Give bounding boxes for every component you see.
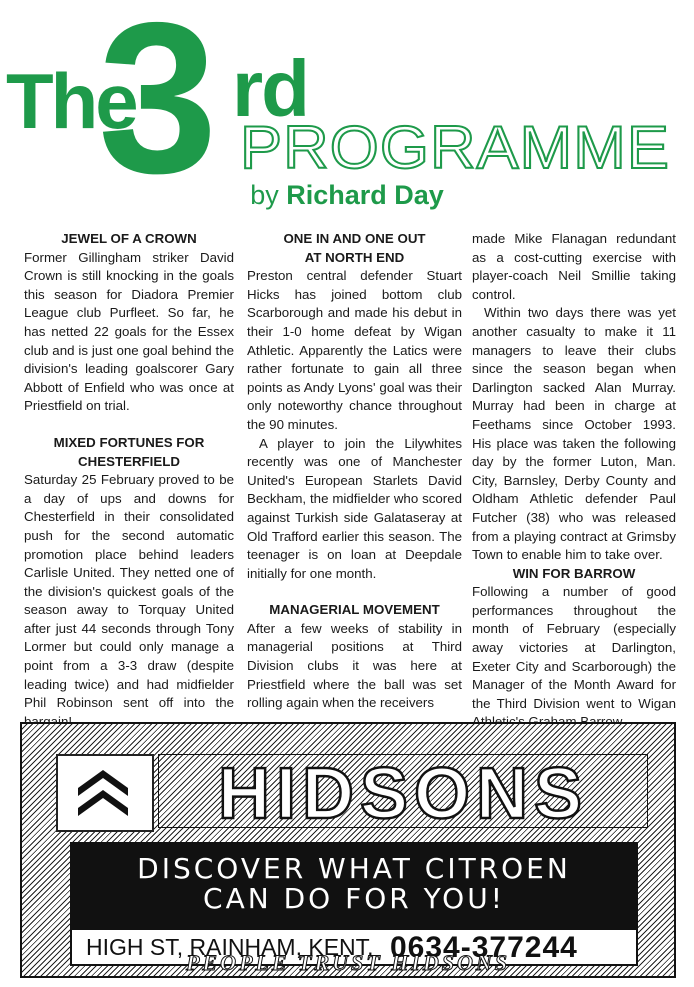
- discover-box: [70, 842, 638, 928]
- paragraph-managerial: After a few weeks of stability in managerial positions at Third Division clubs it was here at Priestfield where the ball was set rolling again when the receivers: [247, 620, 462, 711]
- heading-one-in-one-out-line1: ONE IN AND ONE OUT: [283, 231, 426, 246]
- advert-slogan: PEOPLE TRUST HIDSONS: [185, 950, 511, 975]
- byline: [0, 180, 694, 211]
- heading-mixed-fortunes-line1: MIXED FORTUNES FOR: [53, 434, 205, 450]
- hidsons-brand: HIDSONS: [217, 754, 589, 828]
- masthead-number: 3: [98, 0, 218, 218]
- heading-jewel-of-a-crown: JEWEL OF A CROWN: [61, 231, 197, 246]
- advert-line-1: DISCOVER WHAT CITROEN: [137, 852, 571, 885]
- masthead-the: The: [6, 57, 136, 145]
- masthead-programme: PROGRAMME: [240, 114, 670, 181]
- paragraph-hicks: Preston central defender Stuart Hicks has joined bottom club Scarborough and made his debut in their 1-0 home defeat by Wigan Athletic. Apparently the Latics were rather fortunate to gain all three points as Andy Lyons' goal was their only noteworthy chance throughout the 90 minutes.: [247, 268, 462, 432]
- heading-mixed-fortunes-line2: CHESTERFIELD: [78, 453, 180, 469]
- heading-win-for-barrow: WIN FOR BARROW: [512, 565, 636, 581]
- article-column-2: [247, 230, 462, 713]
- heading-one-in-one-out-line2: AT NORTH END: [304, 249, 405, 265]
- byline-by: by: [250, 180, 279, 210]
- masthead: [0, 0, 694, 230]
- paragraph-barrow: Following a number of good performances throughout the month of February (especially away victories at Darlington, Exeter City and Scarborough) the Manager of the Month Award for the Third Division went to Wigan: [472, 584, 676, 711]
- byline-author: Richard Day: [286, 180, 444, 210]
- hidsons-wordmark: [158, 754, 648, 828]
- heading-managerial-movement: MANAGERIAL MOVEMENT: [269, 602, 440, 618]
- paragraph-flanagan: made Mike Flanagan redundant as a cost-cutting exercise with player-coach Neil Smillie taking control.: [472, 231, 676, 302]
- advert-phone: 0634-377244: [390, 931, 578, 964]
- hidsons-advert: [20, 722, 676, 978]
- masthead-ordinal: rd: [232, 44, 308, 133]
- hidsons-brand-band: [158, 754, 648, 828]
- paragraph-darlington: Within two days there was yet another casualty to make it 11 managers to leave their clubs since the season began when Darlington sacked Alan Murray. Murray had been in charge at Feethams since October 1993. His place was taken the following day by the former Luton, Man. City, Barnsley, Derby County and Oldham Athletic defender Paul Futcher (38) who was released from a playing contract at Grimsby Town to enable him to take over.: [472, 305, 676, 563]
- advert-address: HIGH ST, RAINHAM, KENT.: [86, 934, 374, 960]
- article-column-1: [24, 230, 234, 731]
- citroen-chevrons-icon: [58, 756, 148, 826]
- article-column-3: [472, 230, 676, 732]
- advert-line-2: CAN DO FOR YOU!: [203, 882, 505, 915]
- paragraph-chesterfield: Saturday 25 February proved to be a day of ups and downs for Chesterfield in their consolidated push for the second automatic promotion place behind leaders Carlisle United. They netted one of the division's quickest goals of the season away to Torquay United after just 44 seconds through Tony Lormer but could only manage a point from a 3-3 draw (despite leading twice) and had midfielder Phil Robinson sent off into the: [24, 472, 234, 711]
- paragraph-crown: Former Gillingham striker David Crown is still knocking in the goals this season for Diadora Premier League club Purfleet. So far, he has netted 22 goals for the Essex club and is just one goal behind the division's leading goalscorer Gary Abbott of Enfield who was once at Priestfield on trial.: [24, 249, 234, 414]
- paragraph-beckham: A player to join the Lilywhites recently was one of Manchester United's European Starlets David Beckham, the midfielder who scored against Turkish side Galataseray at Old Trafford earlier this season. The teenager is on loan at Deepdale initially for one month.: [247, 435, 462, 581]
- citroen-logo: [56, 754, 154, 832]
